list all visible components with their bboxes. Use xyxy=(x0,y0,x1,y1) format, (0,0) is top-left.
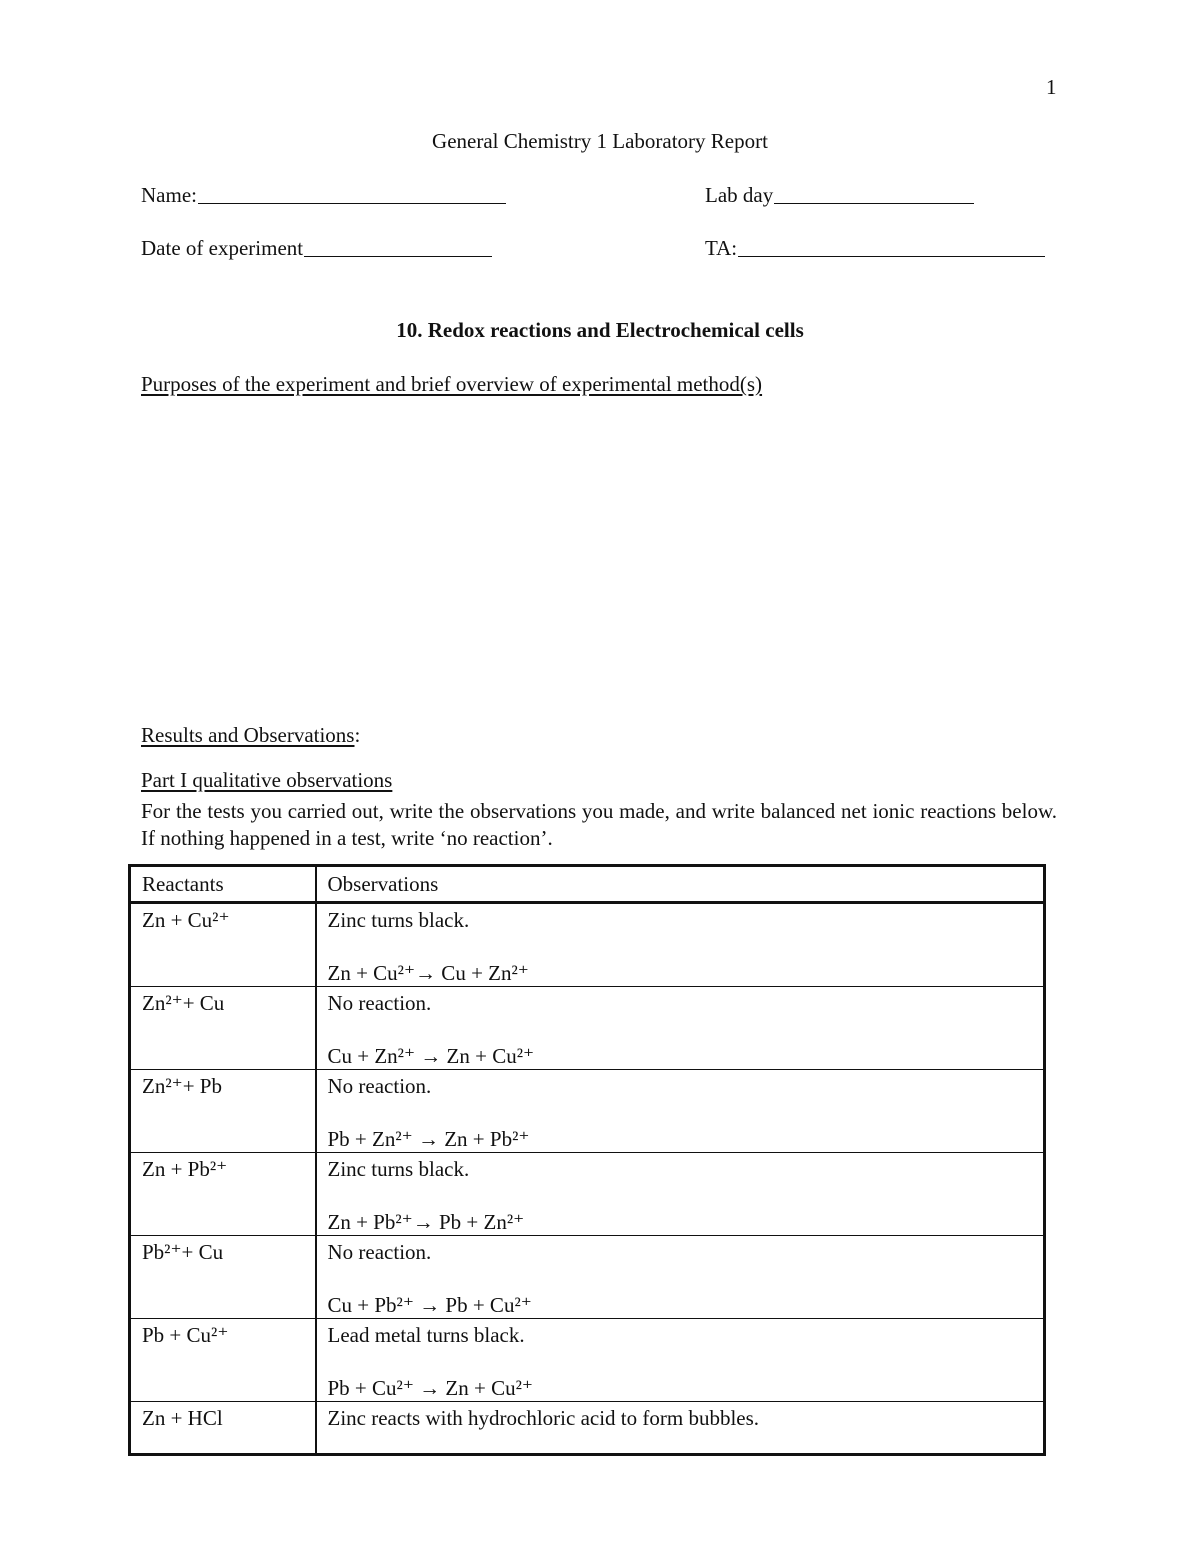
name-blank-line xyxy=(198,203,506,204)
observation-text: Lead metal turns black. xyxy=(327,1323,525,1347)
ta-blank-line xyxy=(738,256,1045,257)
observation-text: No reaction. xyxy=(327,1074,432,1098)
observation-cell xyxy=(316,1153,1045,1236)
observation-text: No reaction. xyxy=(327,991,432,1015)
lab-day-label: Lab day xyxy=(705,183,774,207)
page-number: 1 xyxy=(1046,75,1057,99)
equation-text: Pb + Cu²⁺ → Zn + Cu²⁺ xyxy=(327,1376,533,1400)
results-heading: Results and Observations xyxy=(141,723,355,747)
reactants-cell: Zn + Pb²⁺ xyxy=(130,1153,316,1236)
table-row xyxy=(130,1236,1045,1319)
observation-text: Zinc reacts with hydrochloric acid to form bubbles. xyxy=(327,1406,760,1430)
equation-text: Cu + Pb²⁺ → Pb + Cu²⁺ xyxy=(327,1293,532,1317)
table-row xyxy=(130,987,1045,1070)
purposes-heading: Purposes of the experiment and brief overview of experimental method(s) xyxy=(141,372,763,396)
part1-instructions: For the tests you carried out, write the observations you made, and write balanced net ionic reactions below. If nothing happened in a test, write ‘no reaction’. xyxy=(141,799,1057,850)
reactants-cell: Zn + Cu²⁺ xyxy=(130,903,316,987)
observation-cell xyxy=(316,903,1045,987)
date-label: Date of experiment xyxy=(141,236,304,260)
name-field xyxy=(141,185,506,206)
header-observations: Observations xyxy=(316,866,1045,903)
name-label: Name: xyxy=(141,183,197,207)
observation-text: Zinc turns black. xyxy=(327,908,470,932)
observation-cell xyxy=(316,1070,1045,1153)
observations-table xyxy=(128,864,1046,1456)
lab-day-blank-line xyxy=(774,203,974,204)
ta-field xyxy=(705,238,1045,259)
reactants-cell: Zn + HCl xyxy=(130,1402,316,1455)
results-colon: : xyxy=(354,723,361,747)
equation-text: Zn + Cu²⁺→ Cu + Zn²⁺ xyxy=(327,961,529,985)
reactants-cell: Zn²⁺+ Cu xyxy=(130,987,316,1070)
lab-day-field xyxy=(705,185,974,206)
equation-text: Zn + Pb²⁺→ Pb + Zn²⁺ xyxy=(327,1210,525,1234)
table-row xyxy=(130,1402,1045,1455)
table-header-row xyxy=(130,866,1045,903)
reactants-cell: Pb²⁺+ Cu xyxy=(130,1236,316,1319)
observation-cell xyxy=(316,1236,1045,1319)
table-row xyxy=(130,1319,1045,1402)
report-title: General Chemistry 1 Laboratory Report xyxy=(432,129,768,153)
equation-text: Pb + Zn²⁺ → Zn + Pb²⁺ xyxy=(327,1127,530,1151)
date-blank-line xyxy=(304,256,492,257)
observation-cell xyxy=(316,1319,1045,1402)
results-heading-line xyxy=(141,725,360,746)
reactants-cell: Pb + Cu²⁺ xyxy=(130,1319,316,1402)
observation-cell xyxy=(316,987,1045,1070)
section-title: 10. Redox reactions and Electrochemical cells xyxy=(396,318,804,342)
table-row xyxy=(130,903,1045,987)
observation-cell xyxy=(316,1402,1045,1455)
ta-label: TA: xyxy=(705,236,738,260)
table-row xyxy=(130,1153,1045,1236)
part1-heading: Part I qualitative observations xyxy=(141,768,393,792)
equation-text: Cu + Zn²⁺ → Zn + Cu²⁺ xyxy=(327,1044,535,1068)
observation-text: No reaction. xyxy=(327,1240,432,1264)
date-field xyxy=(141,238,492,259)
observation-text: Zinc turns black. xyxy=(327,1157,470,1181)
header-reactants: Reactants xyxy=(130,866,316,903)
reactants-cell: Zn²⁺+ Pb xyxy=(130,1070,316,1153)
table-row xyxy=(130,1070,1045,1153)
